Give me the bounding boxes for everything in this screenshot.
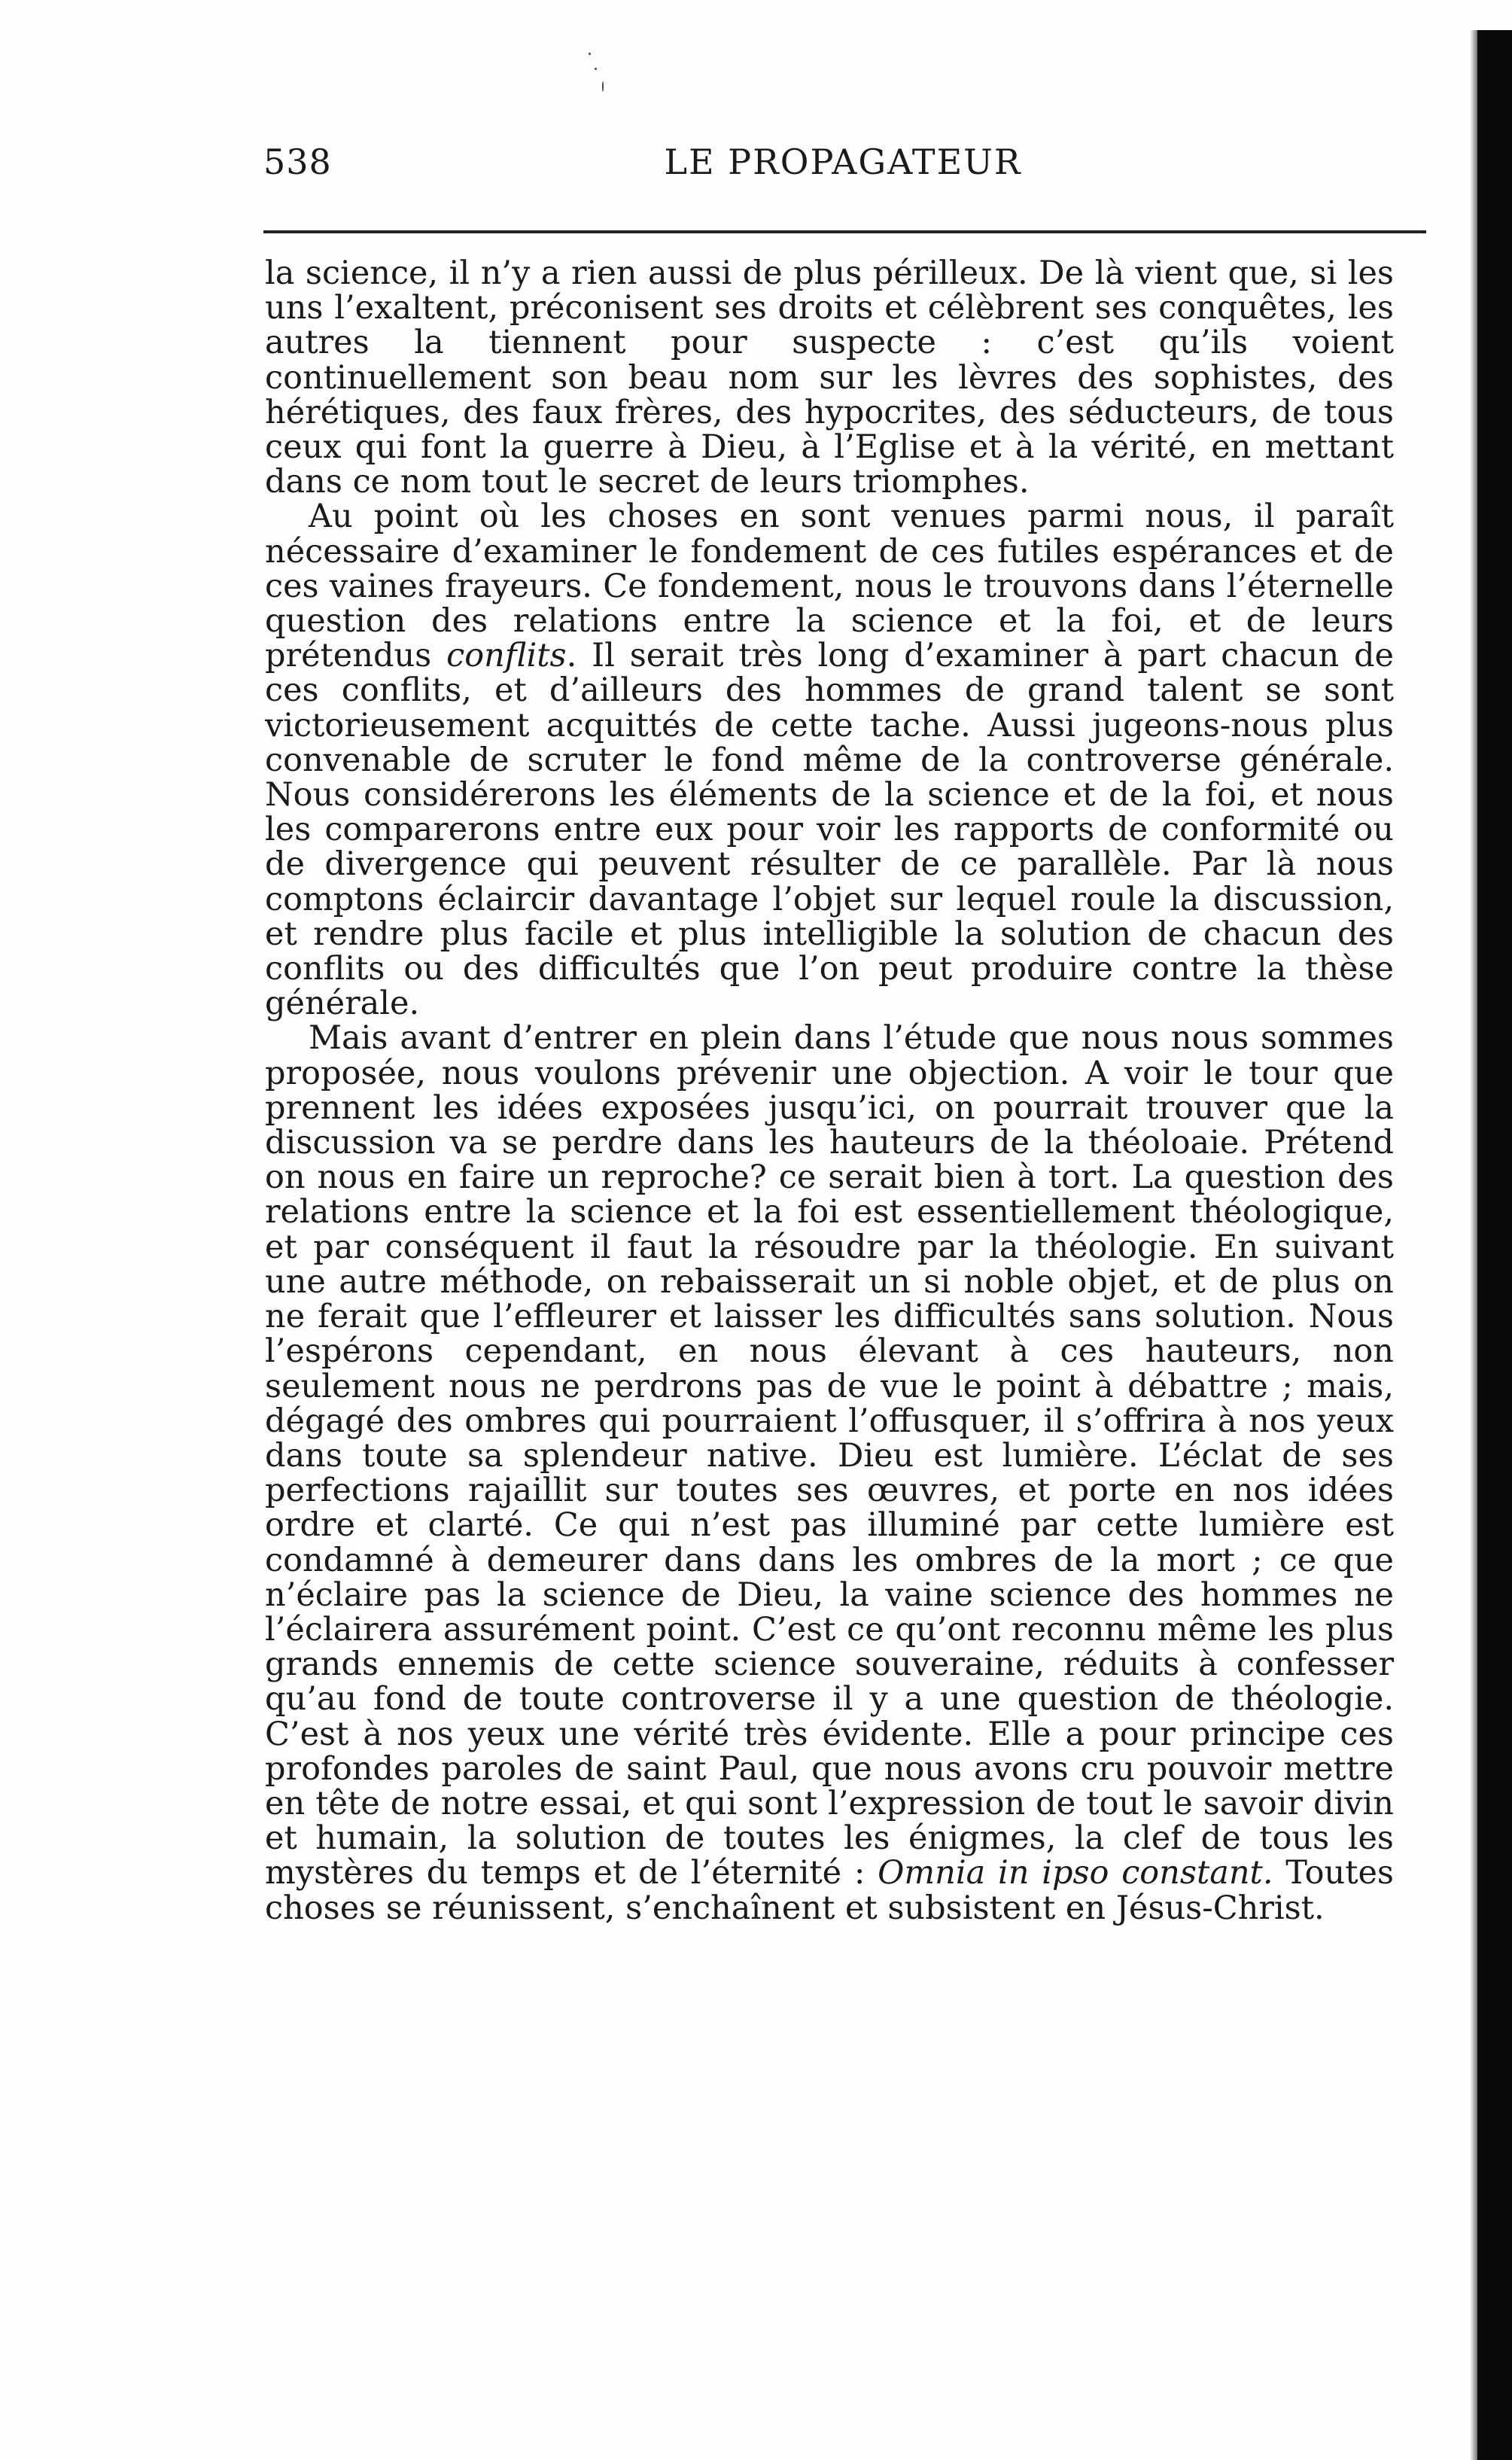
paragraph-2-part-b: . Il serait très long d’examiner à part chacun de ces conflits, et d’ailleurs des hommes de grand talent se sont victorieusement acquittés de cette tache. Aussi jugeons-nous plus convenable de scruter le fond même de la controverse générale. Nous considérerons les éléments de la science et de la foi, et nous les comparerons entre eux pour voir les rapports de conformité ou de divergence qui peuvent résulter de ce parallèle. Par là nous comptons éclaircir davantage l’objet sur lequel roule la discussion, et rendre plus facile et plus intelligible la solution de chacun des conflits ou des difficultés que l’on peut produire contre la thèse générale. [265, 637, 1394, 1023]
running-title: LE PROPAGATEUR [664, 142, 1022, 182]
paragraph-2-part-a: Au point où les choses en sont venues parmi nous, il paraît nécessaire d’examiner le fondement de ces futiles espérances et de ces vaines frayeurs. Ce fondement, nous le trouvons dans l’éternelle question des relations entre la science et la foi, et de leurs prétendus [265, 498, 1394, 675]
paragraph-2 [265, 499, 1394, 1021]
scan-specks [572, 45, 632, 105]
page-header [263, 142, 1422, 194]
page-number: 538 [263, 142, 332, 182]
paragraph-2-italic: conflits [446, 637, 567, 675]
paragraph-3 [265, 1021, 1394, 1925]
header-rule [263, 230, 1426, 233]
paragraph-3-latin-quote: Omnia in ipso constant. [878, 1854, 1273, 1892]
paragraph-3-part-a: Mais avant d’entrer en plein dans l’étude que nous nous sommes proposée, nous voulons prévenir une objection. A voir le tour que prennent les idées exposées jusqu’ici, on pourrait trouver que la discussion va se perdre dans les hauteurs de la théoloaie. Prétend on nous en faire un reproche? ce serait bien à tort. La question des relations entre la science et la foi est essentiellement théologique, et par conséquent il faut la résoudre par la théologie. En suivant une autre méthode, on rebaisserait un si noble objet, et de plus on ne ferait que l’effleurer et laisser les difficultés sans solution. Nous l’espérons cependant, en nous élevant à ces hauteurs, non seulement nous ne perdrons pas de vue le point à débattre ; mais, dégagé des ombres qui pourraient l’offusquer, il s’offrira à nos yeux dans toute sa splendeur native. Dieu est lumière. L’éclat de ses perfections rajaillit sur toutes ses œuvres, et porte en nos idées ordre et clarté. Ce qui n’est pas illuminé par cette lumière est condamné à demeurer dans dans les ombres de la mort ; ce que n’éclaire pas la science de Dieu, la vaine science des hommes ne l’éclairera assurément point. C’est ce qu’ont reconnu même les plus grands ennemis de cette science souveraine, réduits à confesser qu’au fond de toute controverse il y a une question de théologie. C’est à nos yeux une vérité très évidente. Elle a pour principe ces profondes paroles de saint Paul, que nous avons cru pouvoir mettre en tête de notre essai, et qui sont l’expression de tout le savoir divin et humain, la solution de toutes les énigmes, la clef de tous les mystères du temps et de l’éternité : [265, 1019, 1394, 1892]
paragraph-3-part-b: Toutes choses se réunissent, s’enchaînent et subsistent en Jésus-Christ. [265, 1854, 1395, 1927]
body-text [265, 256, 1394, 1926]
paragraph-1: la science, il n’y a rien aussi de plus périlleux. De là vient que, si les uns l’exaltent, préconisent ses droits et célèbrent ses conquêtes, les autres la tiennent pour suspecte : c’est qu’ils voient continuellement son beau nom sur les lèvres des sophistes, des hérétiques, des faux frères, des hypocrites, des séducteurs, de tous ceux qui font la guerre à Dieu, à l’Eglise et à la vérité, en mettant dans ce nom tout le secret de leurs triomphes. [265, 254, 1394, 501]
page-edge-shadow [1477, 30, 1512, 2460]
